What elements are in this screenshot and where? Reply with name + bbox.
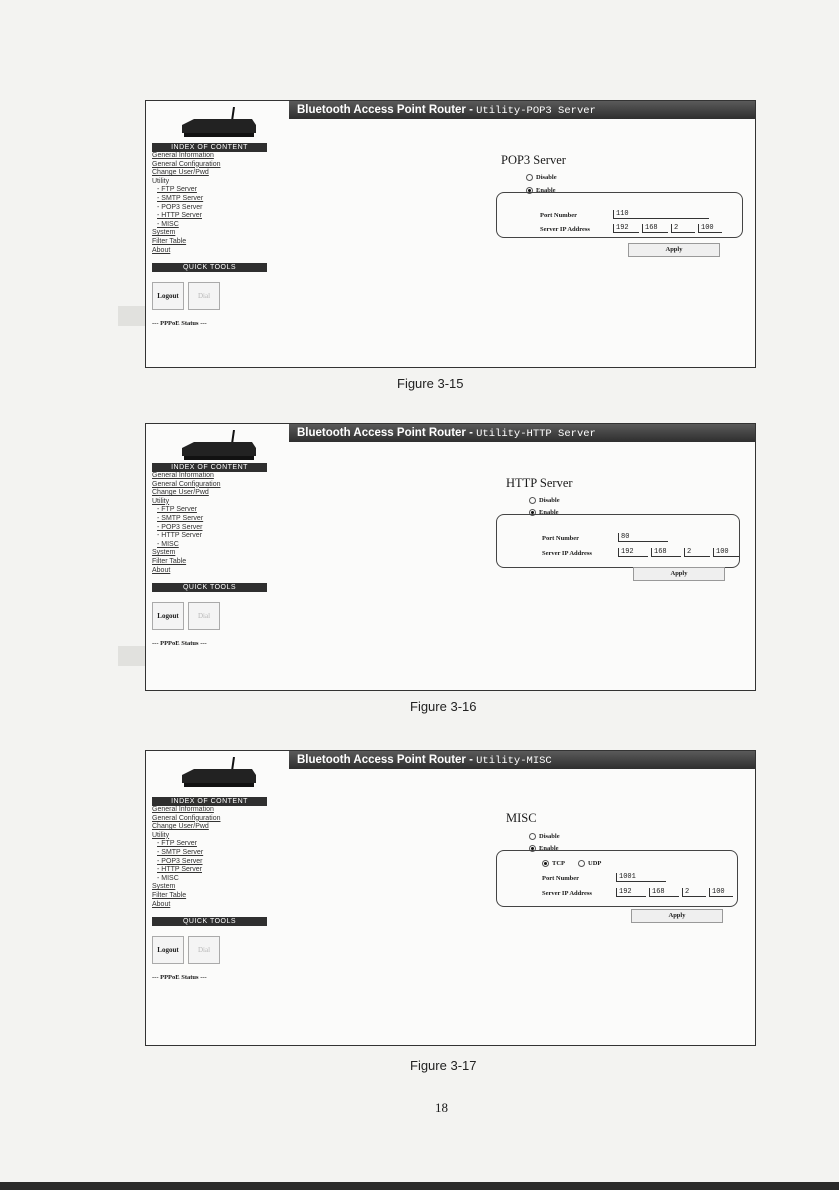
tcp-label: TCP <box>552 860 565 867</box>
sidebar-item-smtp-server[interactable]: - SMTP Server <box>157 514 204 522</box>
apply-button[interactable]: Apply <box>631 909 723 923</box>
sidebar <box>152 797 267 981</box>
sidebar-item-misc[interactable]: - MISC <box>157 540 179 548</box>
sidebar-item-about[interactable]: About <box>152 900 171 908</box>
dial-button[interactable]: Dial <box>188 936 220 964</box>
ip-octet-3-input[interactable]: 2 <box>684 548 710 557</box>
router-icon <box>178 430 258 462</box>
index-of-content-header: INDEX OF CONTENT <box>152 463 267 472</box>
window-title <box>289 751 755 769</box>
ip-octet-1-input[interactable]: 192 <box>613 224 639 233</box>
port-number-input[interactable]: 80 <box>618 533 668 542</box>
pppoe-status: --- PPPoE Status --- <box>152 320 207 328</box>
sidebar-item-about[interactable]: About <box>152 246 171 254</box>
figure-caption: Figure 3-16 <box>410 699 477 714</box>
sidebar-item-ftp-server[interactable]: - FTP Server <box>157 506 197 514</box>
ip-octet-4-input[interactable]: 100 <box>713 548 739 557</box>
dial-button[interactable]: Dial <box>188 602 220 630</box>
radio-dot-icon <box>529 497 536 504</box>
sidebar <box>152 463 267 647</box>
enable-label: Enable <box>539 509 559 516</box>
tcp-radio[interactable] <box>542 860 565 867</box>
sidebar-item-smtp-server[interactable]: - SMTP Server <box>157 848 204 856</box>
disable-radio[interactable] <box>529 497 560 504</box>
window-title <box>289 101 755 119</box>
ip-octet-2-input[interactable]: 168 <box>651 548 681 557</box>
sidebar-item-system[interactable]: System <box>152 883 176 891</box>
radio-dot-icon <box>529 833 536 840</box>
ip-octet-3-input[interactable]: 2 <box>682 888 706 897</box>
sidebar-item-general-information[interactable]: General Information <box>152 806 214 813</box>
window-title <box>289 424 755 442</box>
quick-tools-header: QUICK TOOLS <box>152 263 267 272</box>
index-of-content-header: INDEX OF CONTENT <box>152 797 267 806</box>
figure-pop3-server <box>145 100 756 368</box>
router-icon <box>178 757 258 789</box>
ip-octet-2-input[interactable]: 168 <box>649 888 679 897</box>
sidebar-item-utility[interactable]: Utility <box>152 831 170 839</box>
product-name: Bluetooth Access Point Router - <box>297 754 477 766</box>
port-number-label: Port Number <box>542 875 580 882</box>
radio-dot-icon <box>542 860 549 867</box>
sidebar-item-system[interactable]: System <box>152 229 176 237</box>
enable-label: Enable <box>539 845 559 852</box>
enable-label: Enable <box>536 187 556 194</box>
server-ip-label: Server IP Address <box>540 226 590 233</box>
sidebar-item-about[interactable]: About <box>152 566 171 574</box>
ip-octet-1-input[interactable]: 192 <box>618 548 648 557</box>
server-title: MISC <box>506 811 537 825</box>
disable-label: Disable <box>539 497 560 504</box>
ip-octet-1-input[interactable]: 192 <box>616 888 646 897</box>
page-name: Utility-POP3 Server <box>476 105 596 117</box>
ip-octet-4-input[interactable]: 100 <box>709 888 733 897</box>
sidebar <box>152 143 267 327</box>
product-name: Bluetooth Access Point Router - <box>297 104 477 116</box>
server-ip-label: Server IP Address <box>542 890 592 897</box>
port-number-label: Port Number <box>542 535 580 542</box>
udp-radio[interactable] <box>578 860 601 867</box>
sidebar-item-change-user-pwd[interactable]: Change User/Pwd <box>152 489 209 497</box>
logout-button[interactable]: Logout <box>152 602 184 630</box>
sidebar-item-general-configuration[interactable]: General Configuration <box>152 160 221 168</box>
sidebar-item-general-information[interactable]: General Information <box>152 472 214 479</box>
ip-octet-2-input[interactable]: 168 <box>642 224 668 233</box>
sidebar-item-ftp-server[interactable]: - FTP Server <box>157 186 197 194</box>
sidebar-item-ftp-server[interactable]: - FTP Server <box>157 840 197 848</box>
scan-edge <box>0 1182 839 1190</box>
product-name: Bluetooth Access Point Router - <box>297 427 477 439</box>
pppoe-status: --- PPPoE Status --- <box>152 974 207 982</box>
sidebar-item-general-information[interactable]: General Information <box>152 152 214 159</box>
page-number: 18 <box>435 1100 448 1115</box>
apply-button[interactable]: Apply <box>633 567 725 581</box>
server-ip-label: Server IP Address <box>542 550 592 557</box>
figure-caption: Figure 3-17 <box>410 1058 477 1073</box>
figure-misc <box>145 750 756 1046</box>
sidebar-item-general-configuration[interactable]: General Configuration <box>152 480 221 488</box>
logout-button[interactable]: Logout <box>152 282 184 310</box>
dial-button[interactable]: Dial <box>188 282 220 310</box>
sidebar-item-change-user-pwd[interactable]: Change User/Pwd <box>152 169 209 177</box>
sidebar-item-misc[interactable]: - MISC <box>157 220 179 228</box>
sidebar-item-smtp-server[interactable]: - SMTP Server <box>157 194 204 202</box>
radio-dot-icon <box>578 860 585 867</box>
ip-octet-3-input[interactable]: 2 <box>671 224 695 233</box>
sidebar-item-utility[interactable]: Utility <box>152 497 170 505</box>
sidebar-item-system[interactable]: System <box>152 549 176 557</box>
apply-button[interactable]: Apply <box>628 243 720 257</box>
index-of-content-header: INDEX OF CONTENT <box>152 143 267 152</box>
pppoe-status: --- PPPoE Status --- <box>152 640 207 648</box>
udp-label: UDP <box>588 860 602 867</box>
sidebar-item-pop3-server[interactable]: - POP3 Server <box>157 203 203 211</box>
sidebar-item-general-configuration[interactable]: General Configuration <box>152 814 221 822</box>
sidebar-item-pop3-server[interactable]: - POP3 Server <box>157 857 203 865</box>
figure-caption: Figure 3-15 <box>397 376 464 391</box>
figure-http-server <box>145 423 756 691</box>
disable-label: Disable <box>536 174 557 181</box>
sidebar-item-filter-table[interactable]: Filter Table <box>152 237 187 245</box>
router-icon <box>178 107 258 139</box>
disable-radio[interactable] <box>526 174 557 181</box>
sidebar-item-change-user-pwd[interactable]: Change User/Pwd <box>152 823 209 831</box>
sidebar-item-filter-table[interactable]: Filter Table <box>152 557 187 565</box>
sidebar-item-misc[interactable]: - MISC <box>157 874 179 882</box>
sidebar-item-http-server[interactable]: - HTTP Server <box>157 866 202 874</box>
port-number-label: Port Number <box>540 212 578 219</box>
server-title: POP3 Server <box>501 153 566 167</box>
radio-dot-icon <box>526 174 533 181</box>
sidebar-item-filter-table[interactable]: Filter Table <box>152 891 187 899</box>
port-number-input[interactable]: 1001 <box>616 873 666 882</box>
ip-octet-4-input[interactable]: 100 <box>698 224 722 233</box>
port-number-input[interactable]: 110 <box>613 210 709 219</box>
sidebar-item-pop3-server[interactable]: - POP3 Server <box>157 523 203 531</box>
server-title: HTTP Server <box>506 476 573 490</box>
quick-tools-header: QUICK TOOLS <box>152 917 267 926</box>
disable-label: Disable <box>539 833 560 840</box>
quick-tools-header: QUICK TOOLS <box>152 583 267 592</box>
sidebar-item-http-server[interactable]: - HTTP Server <box>157 532 202 540</box>
logout-button[interactable]: Logout <box>152 936 184 964</box>
sidebar-item-utility[interactable]: Utility <box>152 177 170 185</box>
disable-radio[interactable] <box>529 833 560 840</box>
page-name: Utility-HTTP Server <box>476 428 596 440</box>
page-name: Utility-MISC <box>476 755 552 767</box>
sidebar-item-http-server[interactable]: - HTTP Server <box>157 212 202 220</box>
